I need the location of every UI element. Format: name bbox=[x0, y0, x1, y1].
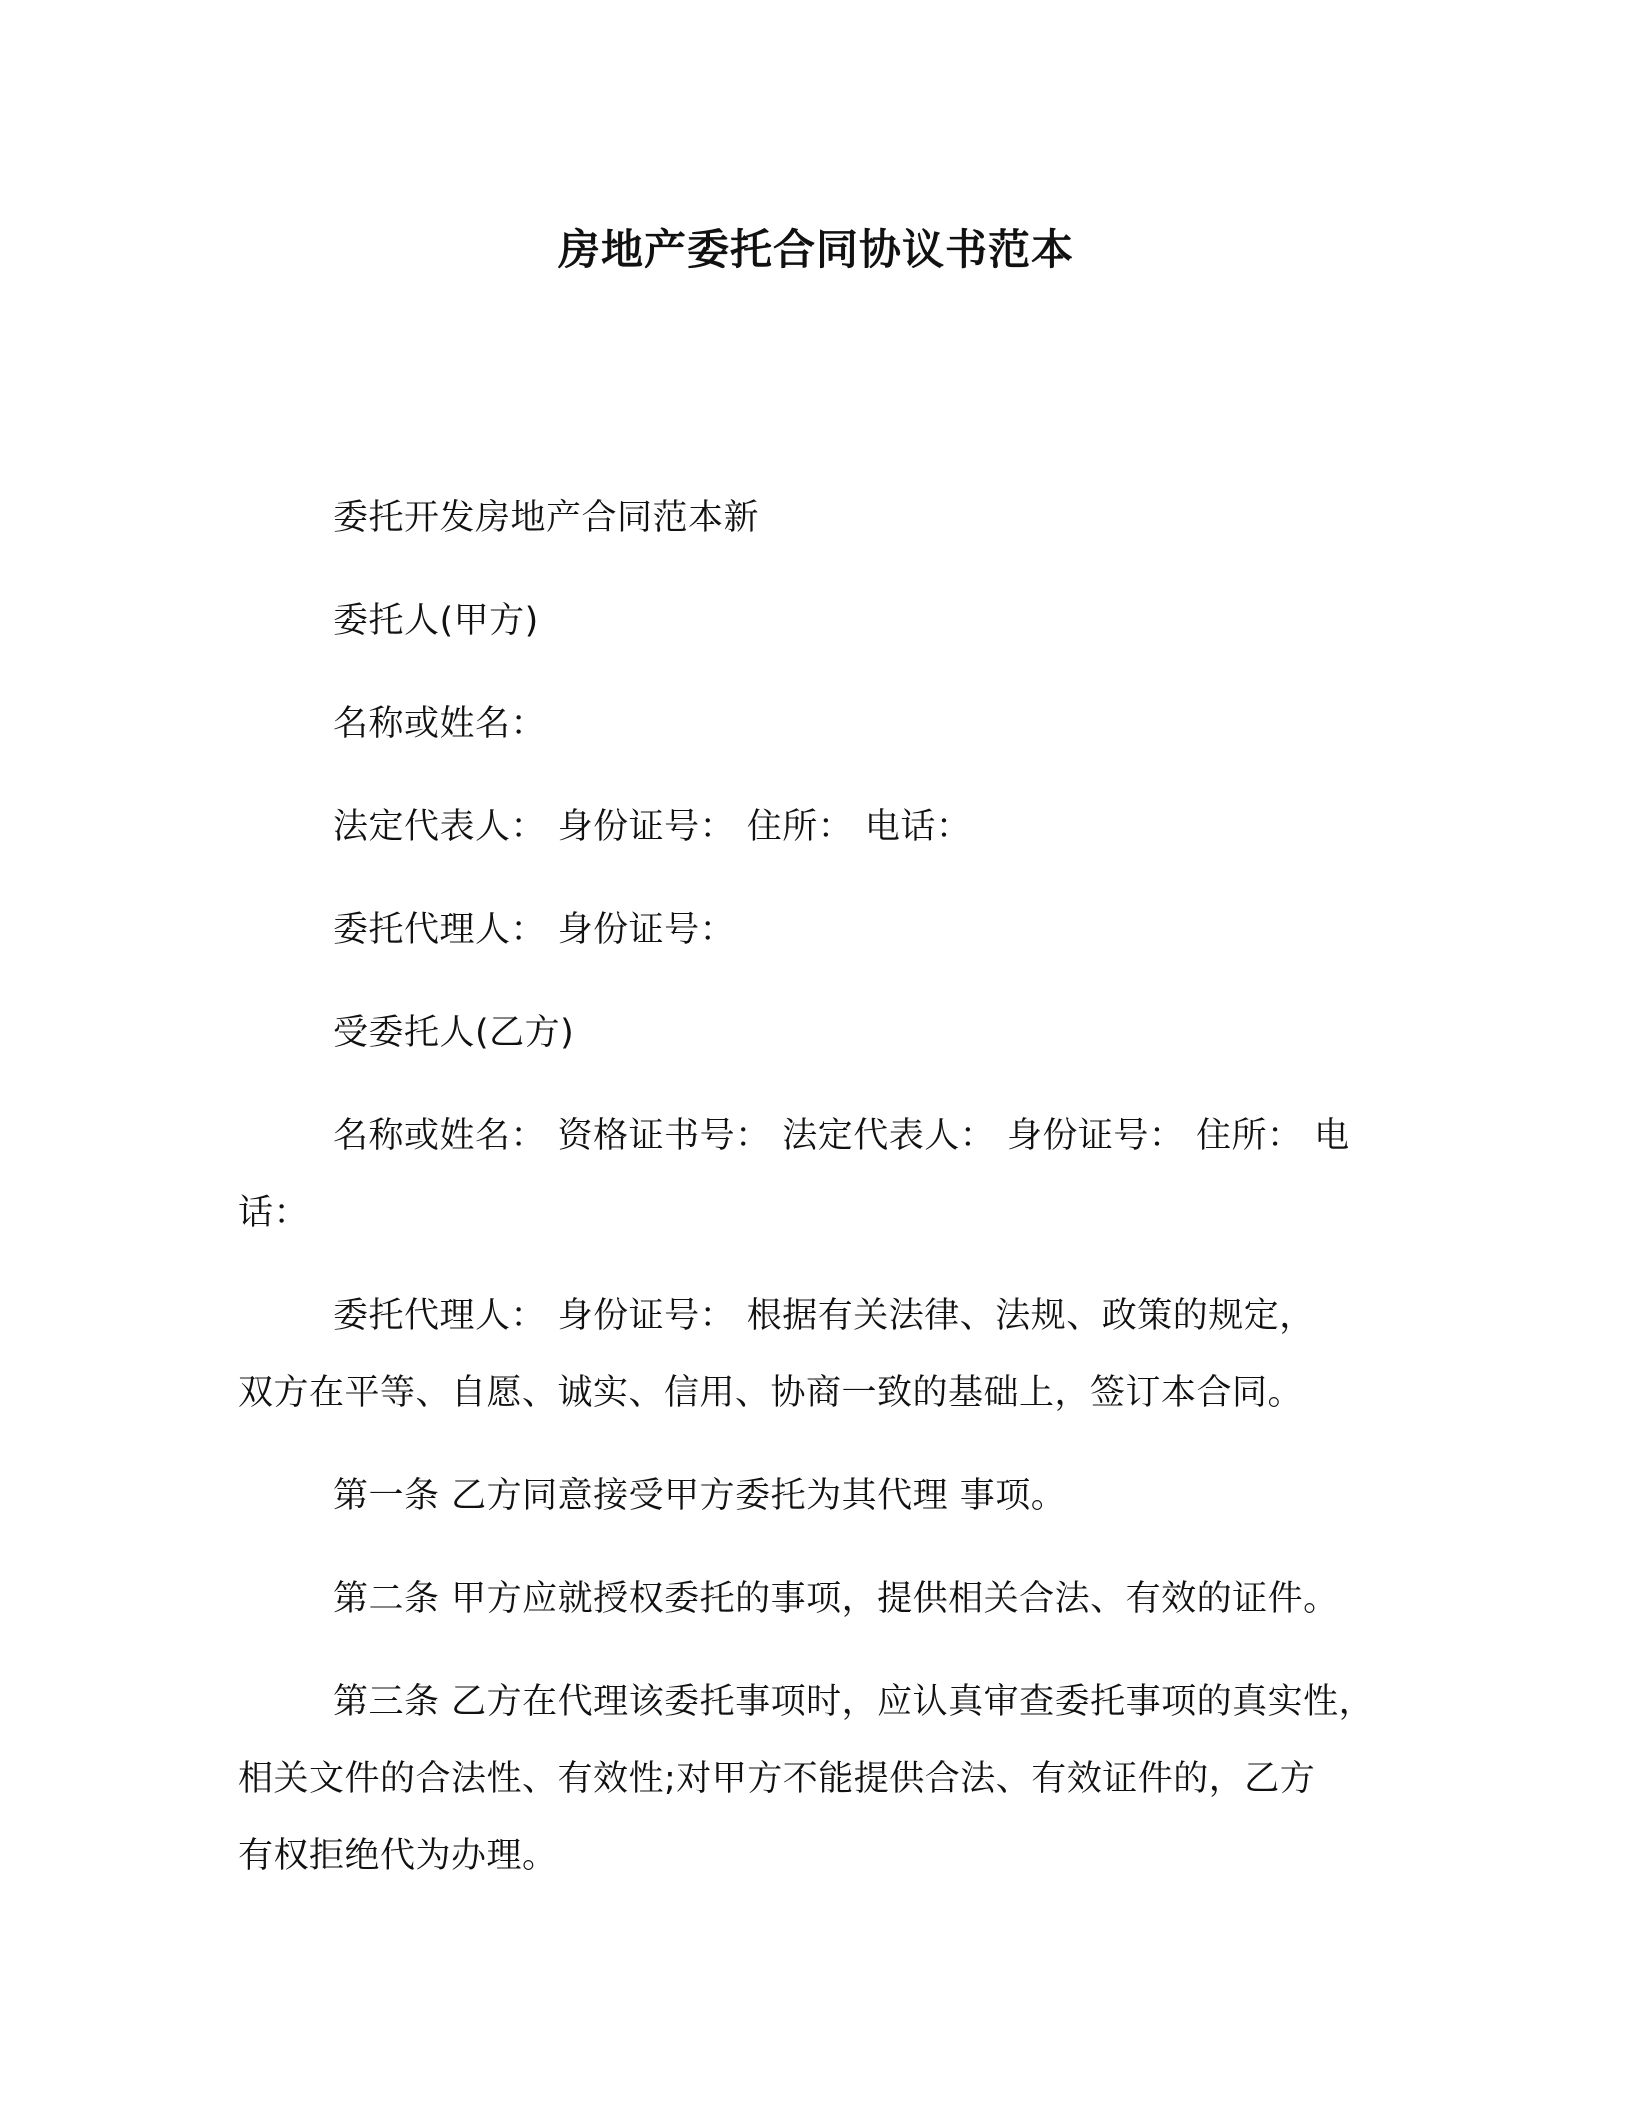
article-2: 第二条 甲方应就授权委托的事项，提供相关合法、有效的证件。 bbox=[333, 1579, 1339, 1619]
paragraph-trustee-details: 名称或姓名： 资格证书号： 法定代表人： 身份证号： 住所： 电 bbox=[333, 1116, 1350, 1156]
paragraph-principal-name: 名称或姓名： bbox=[333, 704, 547, 744]
paragraph-trustee-agent: 委托代理人： 身份证号： 根据有关法律、法规、政策的规定， bbox=[333, 1296, 1315, 1336]
paragraph-trustee-heading: 受委托人(乙方) bbox=[333, 1013, 575, 1053]
paragraph-principal-agent: 委托代理人： 身份证号： bbox=[333, 910, 736, 950]
paragraph-principal-representative: 法定代表人： 身份证号： 住所： 电话： bbox=[333, 807, 972, 847]
article-3-cont-2: 有权拒绝代为办理。 bbox=[238, 1836, 558, 1876]
paragraph-trustee-agent-cont: 双方在平等、自愿、诚实、信用、协商一致的基础上，签订本合同。 bbox=[238, 1373, 1304, 1413]
document-title: 房地产委托合同协议书范本 bbox=[557, 225, 1074, 274]
paragraph-principal-heading: 委托人(甲方) bbox=[333, 601, 539, 641]
paragraph-trustee-details-cont: 话： bbox=[238, 1193, 310, 1233]
article-3-cont-1: 相关文件的合法性、有效性;对甲方不能提供合法、有效证件的，乙方 bbox=[238, 1759, 1316, 1799]
paragraph-subtitle: 委托开发房地产合同范本新 bbox=[333, 498, 760, 538]
article-3: 第三条 乙方在代理该委托事项时，应认真审查委托事项的真实性， bbox=[333, 1682, 1375, 1722]
article-1: 第一条 乙方同意接受甲方委托为其代理 事项。 bbox=[333, 1476, 1067, 1516]
